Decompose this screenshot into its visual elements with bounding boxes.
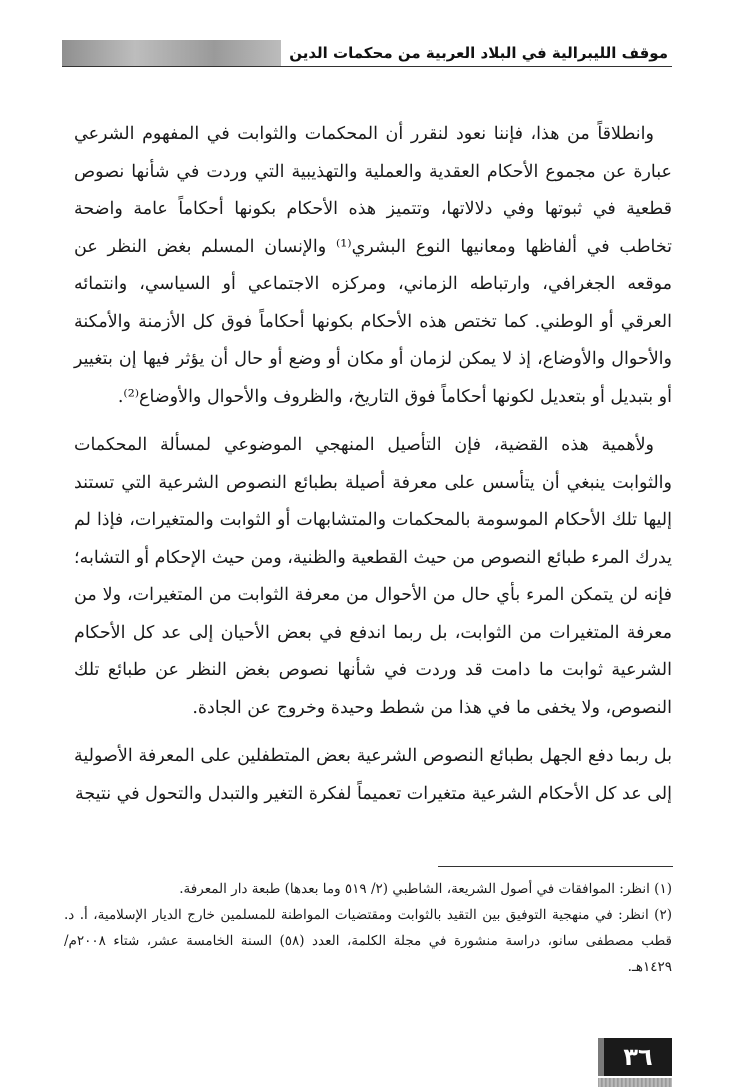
footnote-2: (٢) انظر: في منهجية التوفيق بين التقيد بالثوابت ومقتضيات المواطنة للمسلمين خارج الديار الإسلامية، أ. د. قطب مصطفى سانو، دراسة منشورة في مجلة الكلمة، العدد (٥٨) السنة الخامسة عشر، شتاء ٢٠٠٨م/ ١٤٢٩هـ. <box>64 907 672 975</box>
footnote-divider <box>438 866 673 867</box>
running-header <box>62 40 672 67</box>
page-number-box <box>598 1038 672 1076</box>
paragraph-2: ولأهمية هذه القضية، فإن التأصيل المنهجي الموضوعي لمسألة المحكمات والثوابت ينبغي أن يتأسس على معرفة أصيلة بطبائع النصوص الشرعية التي تستند إليها تلك الأحكام الموسومة بالمحكمات والمتشابهات أو الثوابت والمتغيرات، فإذا لم يدرك المرء طبائع النصوص من حيث القطعية والظنية، ومن حيث الإحكام أو التشابه؛ فإنه لن يتمكن المرء بأي حال من الأحوال من معرفة الثوابت من المتغيرات، ولا من معرفة المتغيرات من الثوابت، بل ربما اندفع في بعض الأحيان إلى عد كل الأحكام الشرعية ثوابت ما دامت قد وردت في شأنها نصوص بغض النظر عن طبائع تلك النصوص، ولا يخفى ما في هذا من شطط وحيدة وخروج عن الجادة. <box>74 435 672 718</box>
body-text <box>74 116 672 824</box>
header-title: موقف الليبرالية في البلاد العربية من محكمات الدين <box>281 40 672 66</box>
footnotes <box>64 876 672 980</box>
paragraph-1: وانطلاقاً من هذا، فإننا نعود لنقرر أن المحكمات والثوابت في المفهوم الشرعي عبارة عن مجموع الأحكام العقدية والعملية والتهذيبية التي وردت في شأنها نصوص قطعية في ثبوتها وفي دلالاتها، وتتميز هذه الأحكام بكونها أحكاماً عامة واضحة تخاطب في ألفاظها ومعانيها النوع البشري⁽¹⁾ والإنسان المسلم بغض النظر عن موقعه الجغرافي، وارتباطه الزماني، ومركزه الاجتماعي أو السياسي، وانتمائه العرقي أو الوطني. كما تختص هذه الأحكام بكونها أحكاماً فوق كل الأزمنة والأمكنة والأحوال والأوضاع، إذ لا يمكن لزمان أو مكان أو وضع أو حال أن يؤثر فيها إن بتغيير أو بتبديل أو بتعديل لكونها أحكاماً فوق التاريخ، والظروف والأحوال والأوضاع⁽²⁾. <box>74 124 672 407</box>
footnote-1: (١) انظر: الموافقات في أصول الشريعة، الشاطبي (٢/ ٥١٩ وما بعدها) طبعة دار المعرفة. <box>179 881 672 897</box>
paragraph-3: بل ربما دفع الجهل بطبائع النصوص الشرعية بعض المتطفلين على المعرفة الأصولية إلى عد كل الأحكام الشرعية متغيرات تعميماً لفكرة التغير والتبدل والتحول في نتيجة <box>74 746 672 804</box>
page-number: ٣٦ <box>623 1043 653 1071</box>
page-number-shading <box>598 1078 672 1087</box>
